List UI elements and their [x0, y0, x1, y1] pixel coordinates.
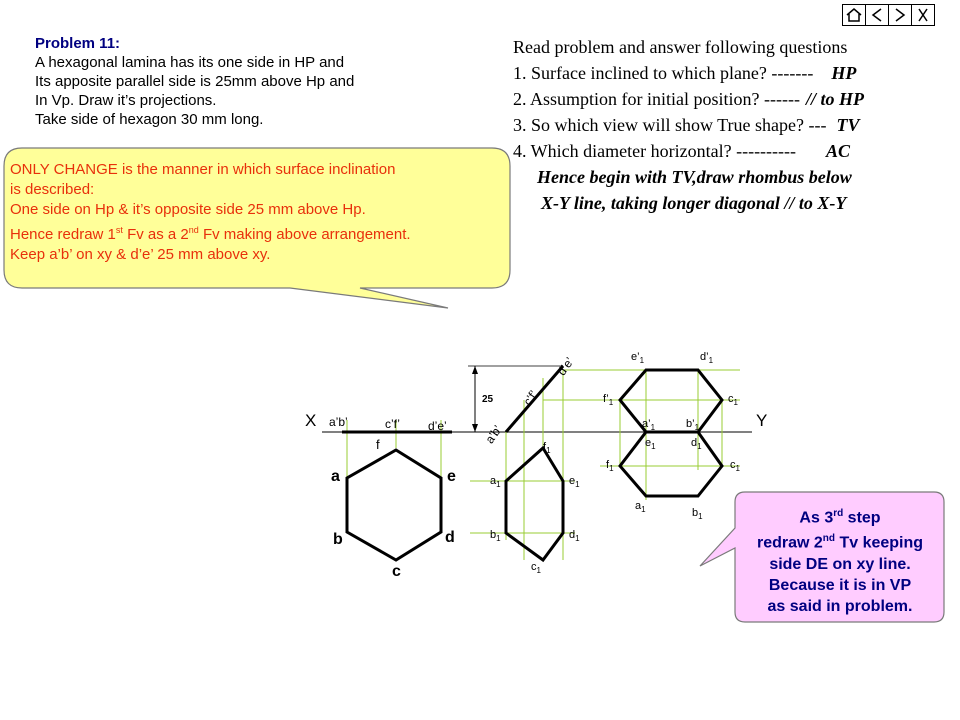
fv2-label-cf: c’f’	[520, 387, 541, 409]
callout-line: ONLY CHANGE is the manner in which surface inclination	[10, 161, 396, 178]
fv2-label-ab: a’b’	[482, 422, 505, 447]
callout-line: Because it is in VP	[768, 576, 912, 594]
answer-3: TV	[836, 115, 860, 135]
callout-line: Keep a’b’ on xy & d’e’ 25 mm above xy.	[10, 246, 271, 263]
tv3-label-b: $b_1$	[692, 507, 703, 521]
tv3-label-d: $d_1$	[691, 437, 702, 451]
tv3-label-e: $e_1$	[645, 437, 656, 451]
callout-line: One side on Hp & it’s opposite side 25 mm above Hp.	[10, 201, 366, 218]
fv1-label-ab: a’b’	[329, 415, 348, 429]
construction-lines	[347, 370, 740, 560]
problem-line: A hexagonal lamina has its one side in HP and	[35, 54, 345, 71]
tv3-hexagon	[620, 432, 722, 496]
problem-line: Take side of hexagon 30 mm long.	[35, 111, 264, 128]
tv3-label-f: $f_1$	[606, 459, 614, 473]
y-label: Y	[756, 411, 768, 430]
problem-line: Its apposite parallel side is 25mm above Hp and	[35, 73, 355, 90]
tv3-label-c: $c_1$	[730, 459, 740, 473]
fv2-label-de: d’e’	[554, 354, 577, 379]
tv2-label-b: $b_1$	[490, 529, 501, 543]
fv3-label-a: $a’_1$	[642, 418, 656, 432]
hence-line-2: X-Y line, taking longer diagonal // to X-Y	[541, 193, 847, 213]
question-2: 2. Assumption for initial position? ------ // to HP	[513, 89, 864, 109]
question-3: 3. So which view will show True shape? --- TV	[513, 115, 860, 135]
tv2-label-f: $f_1$	[543, 441, 551, 455]
problem-title: Problem 11:	[35, 35, 121, 52]
answer-1: HP	[831, 63, 857, 83]
callout-line: As 3rd step	[799, 508, 881, 527]
fv1-label-de: d’e’	[428, 419, 447, 433]
tv1-label-f: f	[376, 437, 380, 452]
tv2-label-e: $e_1$	[569, 475, 580, 489]
fv3-label-d: $d’_1$	[700, 351, 714, 365]
hence-line-1: Hence begin with TV,draw rhombus below	[537, 167, 852, 187]
fv3-label-e: $e’_1$	[631, 351, 645, 365]
callout-line: redraw 2nd Tv keeping	[756, 533, 924, 552]
answer-4: AC	[826, 141, 851, 161]
fv3-label-c: $c_1$	[728, 393, 738, 407]
tv1-label-e: e	[447, 468, 456, 485]
fv3-label-f: $f’_1$	[603, 393, 614, 407]
fv3-labels	[603, 351, 739, 432]
x-label: X	[305, 411, 317, 430]
tv1-label-c: c	[392, 563, 401, 580]
tv3-label-a: $a_1$	[635, 500, 646, 514]
tv1-hexagon	[347, 450, 441, 560]
tv3-labels	[606, 437, 741, 521]
fv1-label-cf: c’f’	[385, 417, 400, 431]
tv2-label-d: $d_1$	[569, 529, 580, 543]
tv2-label-c: $c_1$	[531, 561, 541, 575]
tv1-label-a: a	[331, 468, 340, 485]
tv1-label-d: d	[445, 529, 455, 546]
callout-line: is described:	[10, 181, 95, 198]
problem-line: In Vp. Draw it’s projections.	[35, 92, 217, 109]
callout-line: as said in problem.	[767, 597, 913, 615]
question-4: 4. Which diameter horizontal? ---------- AC	[513, 141, 851, 161]
question-1: 1. Surface inclined to which plane? ------- HP	[513, 63, 857, 83]
tv2-label-a: $a_1$	[490, 475, 501, 489]
tv2-hexagon	[506, 448, 563, 560]
answer-2: // to HP	[805, 89, 864, 109]
callout-line: side DE on xy line.	[769, 555, 911, 573]
callout-line: Hence redraw 1st Fv as a 2nd Fv making above arrangement.	[10, 225, 411, 243]
fv3-label-b: $b’_1$	[686, 418, 700, 432]
questions-intro: Read problem and answer following questions	[513, 37, 848, 57]
dimension-label: 25	[482, 394, 494, 405]
tv1-label-b: b	[333, 531, 343, 548]
fv3-hexagon	[620, 370, 722, 432]
